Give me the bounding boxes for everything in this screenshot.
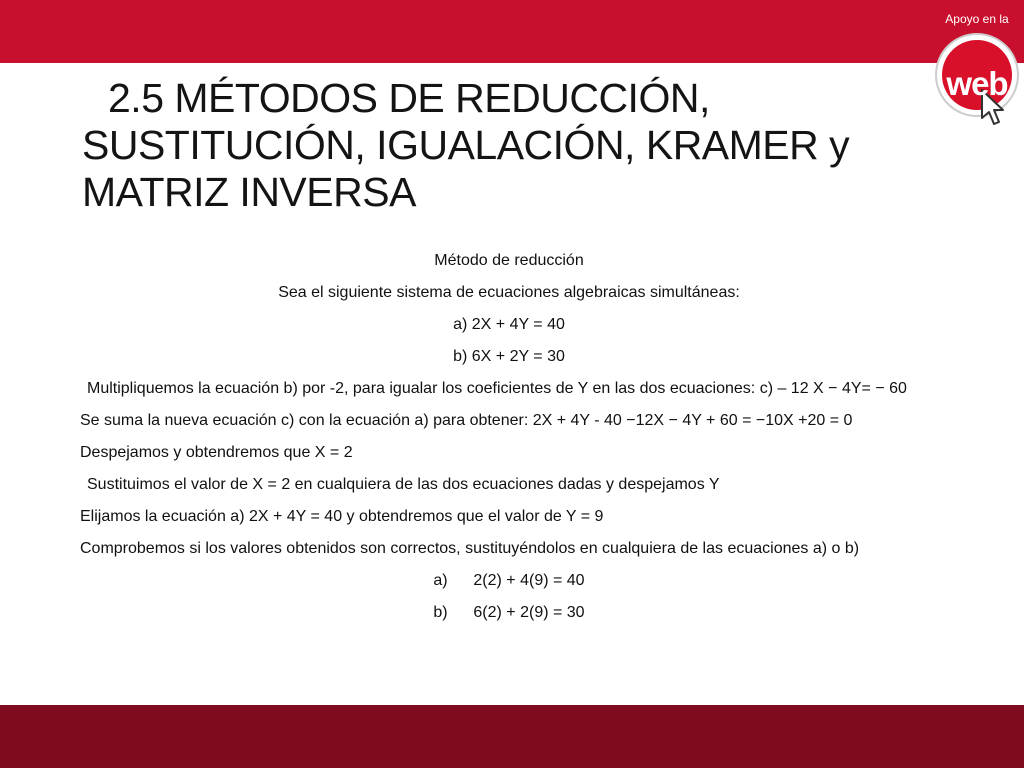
title-line-1: 2.5 MÉTODOS DE REDUCCIÓN, xyxy=(108,75,710,121)
step-solve-y: Elijamos la ecuación a) 2X + 4Y = 40 y obtendremos que el valor de Y = 9 xyxy=(80,508,604,525)
title-line-2: SUSTITUCIÓN, IGUALACIÓN, KRAMER y xyxy=(82,122,850,168)
step-verify: Comprobemos si los valores obtenidos son correctos, sustituyéndolos en cualquiera de las ecuaciones a) o b) xyxy=(80,540,860,557)
intro-text: Sea el siguiente sistema de ecuaciones algebraicas simultáneas: xyxy=(278,284,740,301)
top-banner xyxy=(0,0,1024,63)
logo-word: web xyxy=(946,65,1008,102)
check-item-b xyxy=(80,604,938,621)
check-item-a xyxy=(80,572,938,589)
equation-b: b) 6X + 2Y = 30 xyxy=(453,348,565,365)
slide-body xyxy=(80,252,938,636)
equation-a: a) 2X + 4Y = 40 xyxy=(453,316,565,333)
subtitle: Método de reducción xyxy=(434,252,584,269)
step-substitute: Sustituimos el valor de X = 2 en cualquiera de las dos ecuaciones dadas y despejamos Y xyxy=(87,476,720,493)
title-line-3: MATRIZ INVERSA xyxy=(82,169,416,215)
step-multiply: Multipliquemos la ecuación b) por -2, para igualar los coeficientes de Y en las dos ecuaciones: c) – 12 X − 4Y= − 60 xyxy=(87,380,907,397)
check-text-b: 6(2) + 2(9) = 30 xyxy=(473,604,585,621)
step-solve-x: Despejamos y obtendremos que X = 2 xyxy=(80,444,353,461)
slide-title xyxy=(82,75,912,216)
step-sum: Se suma la nueva ecuación c) con la ecuación a) para obtener: 2X + 4Y - 40 −12X − 4Y + 60 = −10X +20 = 0 xyxy=(80,412,853,429)
logo-caption: Apoyo en la xyxy=(945,12,1009,26)
apoyo-en-la-web-logo xyxy=(930,10,1024,140)
check-marker-b: b) xyxy=(433,604,448,621)
check-text-a: 2(2) + 4(9) = 40 xyxy=(473,572,585,589)
bottom-banner xyxy=(0,705,1024,768)
check-marker-a: a) xyxy=(433,572,448,589)
